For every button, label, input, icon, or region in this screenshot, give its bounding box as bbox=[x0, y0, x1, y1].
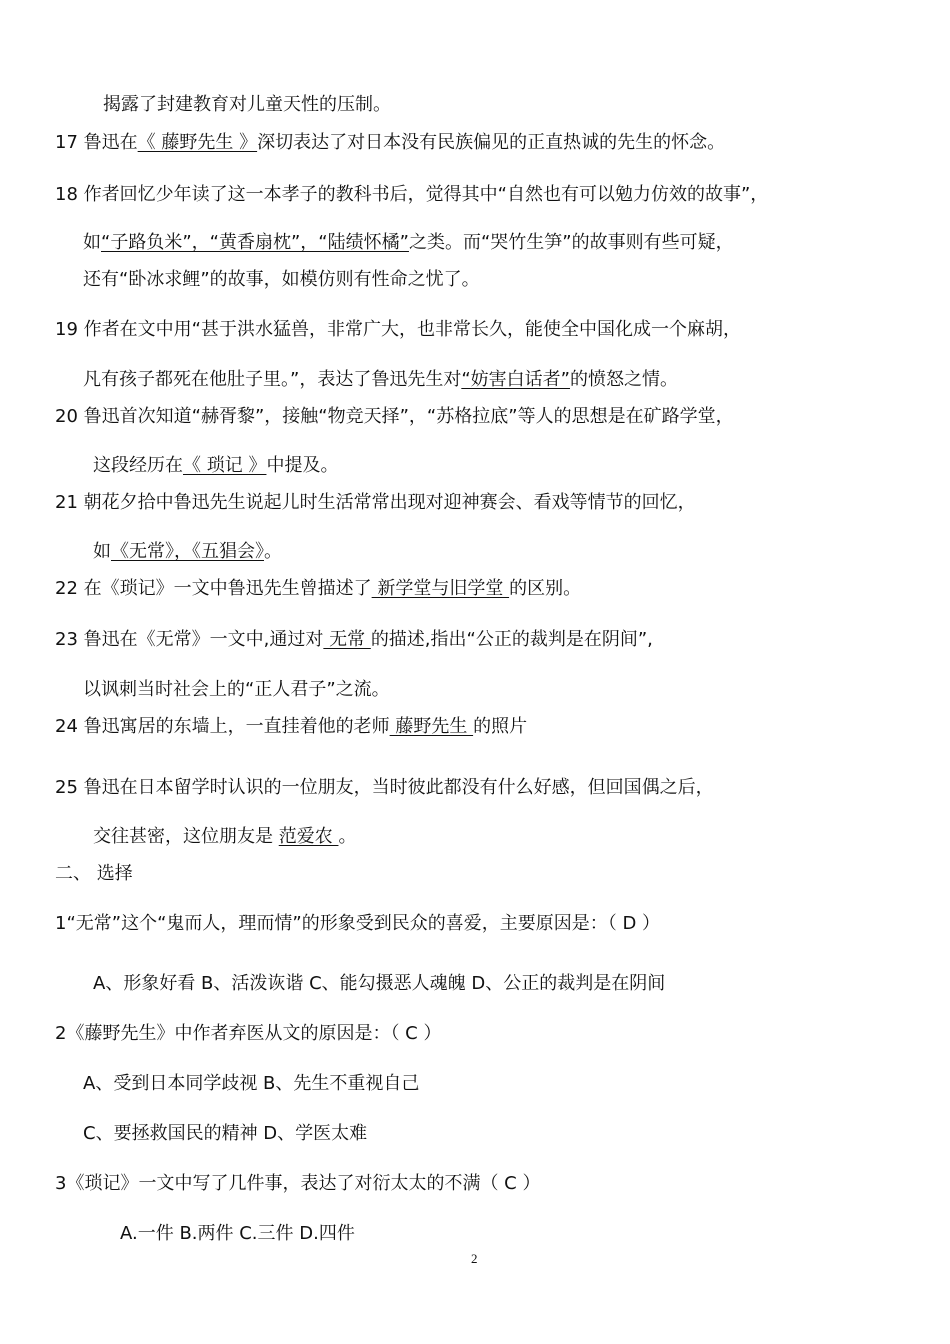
question-21: 21 朝花夕拾中鲁迅先生说起儿时生活常常出现对迎神赛会、看戏等情节的回忆， bbox=[55, 492, 696, 513]
question-text: 的描述,指出“公正的裁判是在阴间”, bbox=[370, 629, 653, 650]
question-19-cont bbox=[83, 368, 678, 392]
question-text: 凡有孩子都死在他肚子里。”，表达了鲁迅先生对 bbox=[83, 369, 462, 390]
choice-options: A.一件 B.两件 C.三件 D.四件 bbox=[120, 1223, 355, 1244]
choice-options: C、要拯救国民的精神 D、学医太难 bbox=[83, 1123, 368, 1144]
answer-blank: 《 藤野先生 》 bbox=[137, 132, 258, 153]
question-text: 22 在《琐记》一文中鲁迅先生曾描述了 bbox=[55, 578, 372, 599]
question-text: 这段经历在 bbox=[93, 455, 183, 476]
question-text: 交往甚密，这位朋友是 bbox=[93, 826, 279, 847]
question-text: 24 鲁迅寓居的东墙上，一直挂着他的老师 bbox=[55, 716, 390, 737]
question-22 bbox=[55, 577, 581, 601]
question-text: 的照片 bbox=[473, 716, 528, 737]
section-heading: 二、 选择 bbox=[55, 863, 133, 884]
question-text: 23 鲁迅在《无常》一文中,通过对 bbox=[55, 629, 324, 650]
question-text: 之类。而“哭竹生笋”的故事则有些可疑， bbox=[408, 232, 734, 253]
question-text: 的愤怒之情。 bbox=[569, 369, 678, 390]
choice-question-2: 2《藤野先生》中作者弃医从文的原因是：（ C ） bbox=[55, 1023, 442, 1044]
question-text: 深切表达了对日本没有民族偏见的正直热诚的先生的怀念。 bbox=[257, 132, 726, 153]
answer-blank: 藤野先生 bbox=[389, 716, 474, 737]
text-line: 揭露了封建教育对儿童天性的压制。 bbox=[103, 94, 391, 115]
question-25-cont bbox=[93, 825, 356, 849]
question-18-cont bbox=[83, 231, 734, 255]
choice-question-1: 1“无常”这个“鬼而人，理而情”的形象受到民众的喜爱，主要原因是：（ D ） bbox=[55, 913, 661, 934]
answer-blank: 《无常》，《五猖会》 bbox=[111, 541, 264, 562]
question-19: 19 作者在文中用“甚于洪水猛兽，非常广大，也非常长久，能使全中国化成一个麻胡， bbox=[55, 319, 741, 340]
page-number: 2 bbox=[471, 1251, 478, 1266]
question-21-cont bbox=[93, 540, 282, 564]
choice-options: A、形象好看 B、活泼诙谐 C、能勾摄恶人魂魄 D、公正的裁判是在阴间 bbox=[93, 973, 666, 994]
question-23-cont: 以讽刺当时社会上的“正人君子”之流。 bbox=[83, 679, 390, 700]
question-text: 中提及。 bbox=[266, 455, 339, 476]
question-text: 。 bbox=[264, 541, 282, 562]
question-text: 17 鲁迅在 bbox=[55, 132, 138, 153]
answer-blank: “子路负米”，“黄香扇枕”，“陆绩怀橘” bbox=[101, 232, 409, 253]
answer-blank: “妨害白话者” bbox=[461, 369, 570, 390]
choice-question-3: 3《琐记》一文中写了几件事，表达了对衍太太的不满（ C ） bbox=[55, 1173, 541, 1194]
question-23 bbox=[55, 628, 653, 652]
question-24 bbox=[55, 715, 527, 739]
question-25: 25 鲁迅在日本留学时认识的一位朋友，当时彼此都没有什么好感，但回国偶之后， bbox=[55, 777, 714, 798]
answer-blank: 无常 bbox=[323, 629, 371, 650]
question-20: 20 鲁迅首次知道“赫胥黎”，接触“物竞天择”，“苏格拉底”等人的思想是在矿路学堂， bbox=[55, 406, 734, 427]
question-text: 。 bbox=[338, 826, 357, 847]
choice-options: A、受到日本同学歧视 B、先生不重视自己 bbox=[83, 1073, 420, 1094]
question-text: 如 bbox=[93, 541, 111, 562]
answer-blank: 新学堂与旧学堂 bbox=[371, 578, 510, 599]
question-20-cont bbox=[93, 454, 338, 478]
question-17 bbox=[55, 131, 725, 155]
question-18-cont: 还有“卧冰求鲤”的故事，如模仿则有性命之忧了。 bbox=[83, 269, 480, 290]
question-text: 如 bbox=[83, 232, 101, 253]
answer-blank: 《 琐记 》 bbox=[183, 455, 267, 476]
answer-blank: 范爱农 bbox=[278, 826, 339, 847]
question-text: 的区别。 bbox=[509, 578, 582, 599]
question-18: 18 作者回忆少年读了这一本孝子的教科书后，觉得其中“自然也有可以勉力仿效的故事”， bbox=[55, 184, 769, 205]
